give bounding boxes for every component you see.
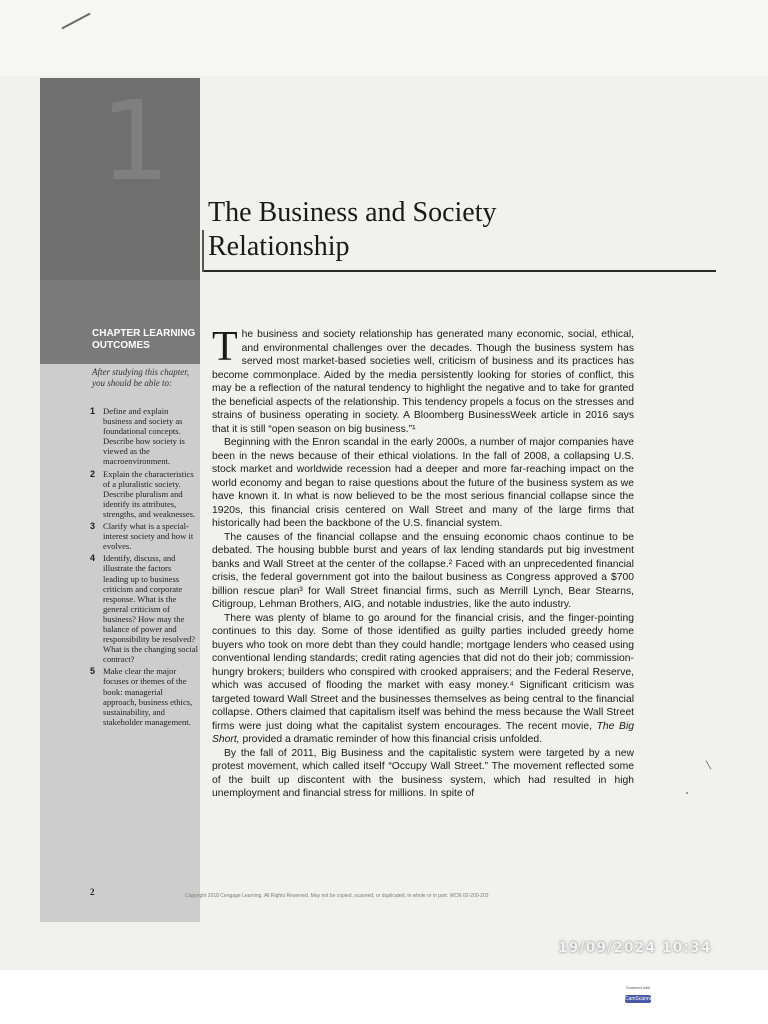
chapter-title-line1: The Business and Society: [208, 197, 497, 228]
page-top-margin: [0, 0, 768, 76]
scanner-brand: CamScanner: [625, 996, 655, 1002]
outcomes-heading-line1: CHAPTER LEARNING: [92, 328, 196, 339]
scan-timestamp: 19/09/2024 10:34: [558, 940, 712, 956]
paragraph-text: provided a dramatic reminder of how this financial crisis unfolded.: [239, 734, 543, 745]
scanner-watermark: [622, 985, 654, 1008]
outcome-text: Identify, discuss, and illustrate the factors leading up to business criticism and corporate response. What is the general criticism of business? How may the balance of power and responsibility be resolved? What is the changing social contract?: [103, 553, 198, 665]
outcome-text: Clarify what is a special-interest society and how it evolves.: [103, 521, 194, 552]
outcome-text: Make clear the major focuses or themes of the book: managerial approach, business ethics, sustainability, and stakeholder management.: [103, 666, 193, 727]
chapter-title: [208, 196, 708, 264]
outcome-item: [90, 469, 198, 519]
body-paragraph: [212, 324, 634, 436]
body-paragraph: Beginning with the Enron scandal in the early 2000s, a number of major companies have been in the news because of their ethical violations. In the fall of 2008, a collapsing U.S. stock market and worldwide recession had a deeper and more far-reaching impact on the world economy and began to raise questions about the future of the business system as we have known it. In what is now believed to be the most serious financial collapse since the 1920s, this financial crisis centered on Wall Street and many of the large firms that historically had been the backbone of the U.S. financial system.: [212, 437, 634, 529]
stray-mark: [686, 792, 688, 794]
title-divider: [204, 270, 716, 272]
paragraph-text: he business and society relationship has generated many economic, social, ethical, and environmental challenges over the decades. Though the business system has served most market-based societies well, criticism of business and its practices has become commonplace. Aided by the media persistently looking for stories of conflict, this may be a reflection of the natural tendency to highlight the negative and to take for granted the beneficial aspects of the relationship. This tendency propels a focus on the stresses and strains of business operating in society. A Bloomberg BusinessWeek article in 2016 says that it is still “open season on big business.”¹: [212, 329, 634, 435]
camscanner-logo: [625, 995, 655, 1003]
outcomes-heading-line2: OUTCOMES: [92, 340, 150, 351]
paragraph-text: There was plenty of blame to go around for the financial crisis, and the finger-pointing continues to this day. Some of those identified as guilty parties included greedy home buyers who took on more debt than they could handle; mortgage lenders who ceased using conventional lending standards; credit rating agencies that did not do their job; commission-hungry brokers; builders who conspired with crooked appraisers; and the Federal Reserve, which was accused of flooding the market with easy money.⁴ Significant criticism was targeted toward Wall Street and the businesses themselves as being central to the financial collapse. Others claimed that capitalism itself was behind the mess because the Wall Street firms were just doing what the capitalist system encourages. The recent movie,: [212, 612, 634, 732]
outcome-number: 1: [90, 406, 96, 416]
outcomes-list: [90, 406, 198, 729]
outcome-item: [90, 521, 198, 551]
outcome-number: 2: [90, 468, 96, 479]
outcome-item: [90, 406, 198, 467]
chapter-number: 1: [100, 77, 170, 205]
outcome-number: 3: [90, 521, 96, 532]
chapter-title-line2: Relationship: [208, 231, 350, 262]
movie-title: The Big Short,: [212, 720, 634, 745]
outcomes-intro: After studying this chapter, you should be able to:: [92, 367, 189, 388]
outcome-item: [90, 553, 198, 664]
outcome-number: 4: [90, 553, 96, 564]
outcome-text: Explain the characteristics of a pluralistic society. Describe pluralism and identify its attributes, strengths, and weaknesses.: [103, 468, 196, 519]
body-paragraph: The causes of the financial collapse and the ensuing economic chaos continue to be debated. The housing bubble burst and years of lax lending standards put big investment banks and Wall Street at the center of the collapse.² Faced with an unprecedented financial crisis, the federal government got into the bailout business as Congress approved a $700 billion rescue plan³ for Wall Street financial firms, such as Merrill Lynch, Bear Stearns, Citigroup, Lehman Brothers, AIG, and notable industries, like the auto industry.: [212, 531, 634, 610]
title-divider-tick: [202, 230, 204, 272]
copyright-notice: Copyright 2018 Cengage Learning. All Rights Reserved. May not be copied, scanned, or duplicated, in whole or in part. WCN 02-200-203: [185, 893, 489, 899]
outcome-text: Define and explain business and society as foundational concepts. Describe how society is viewed as the macroenvironment.: [103, 406, 185, 467]
page-number: 2: [90, 887, 95, 897]
drop-cap: T: [212, 324, 238, 370]
body-paragraph: By the fall of 2011, Big Business and the capitalistic system were targeted by a new protest movement, which called itself “Occupy Wall Street.” The movement reflected some of the built up discontent with the business system, which had resulted in high unemployment and financial stress for millions. In spite of: [212, 747, 634, 799]
outcome-number: 5: [90, 666, 96, 677]
chapter-body: [212, 324, 634, 801]
scanner-label: Scanned with: [625, 985, 650, 990]
outcomes-heading: [92, 328, 200, 352]
outcome-item: [90, 666, 198, 727]
body-paragraph: [212, 612, 634, 747]
